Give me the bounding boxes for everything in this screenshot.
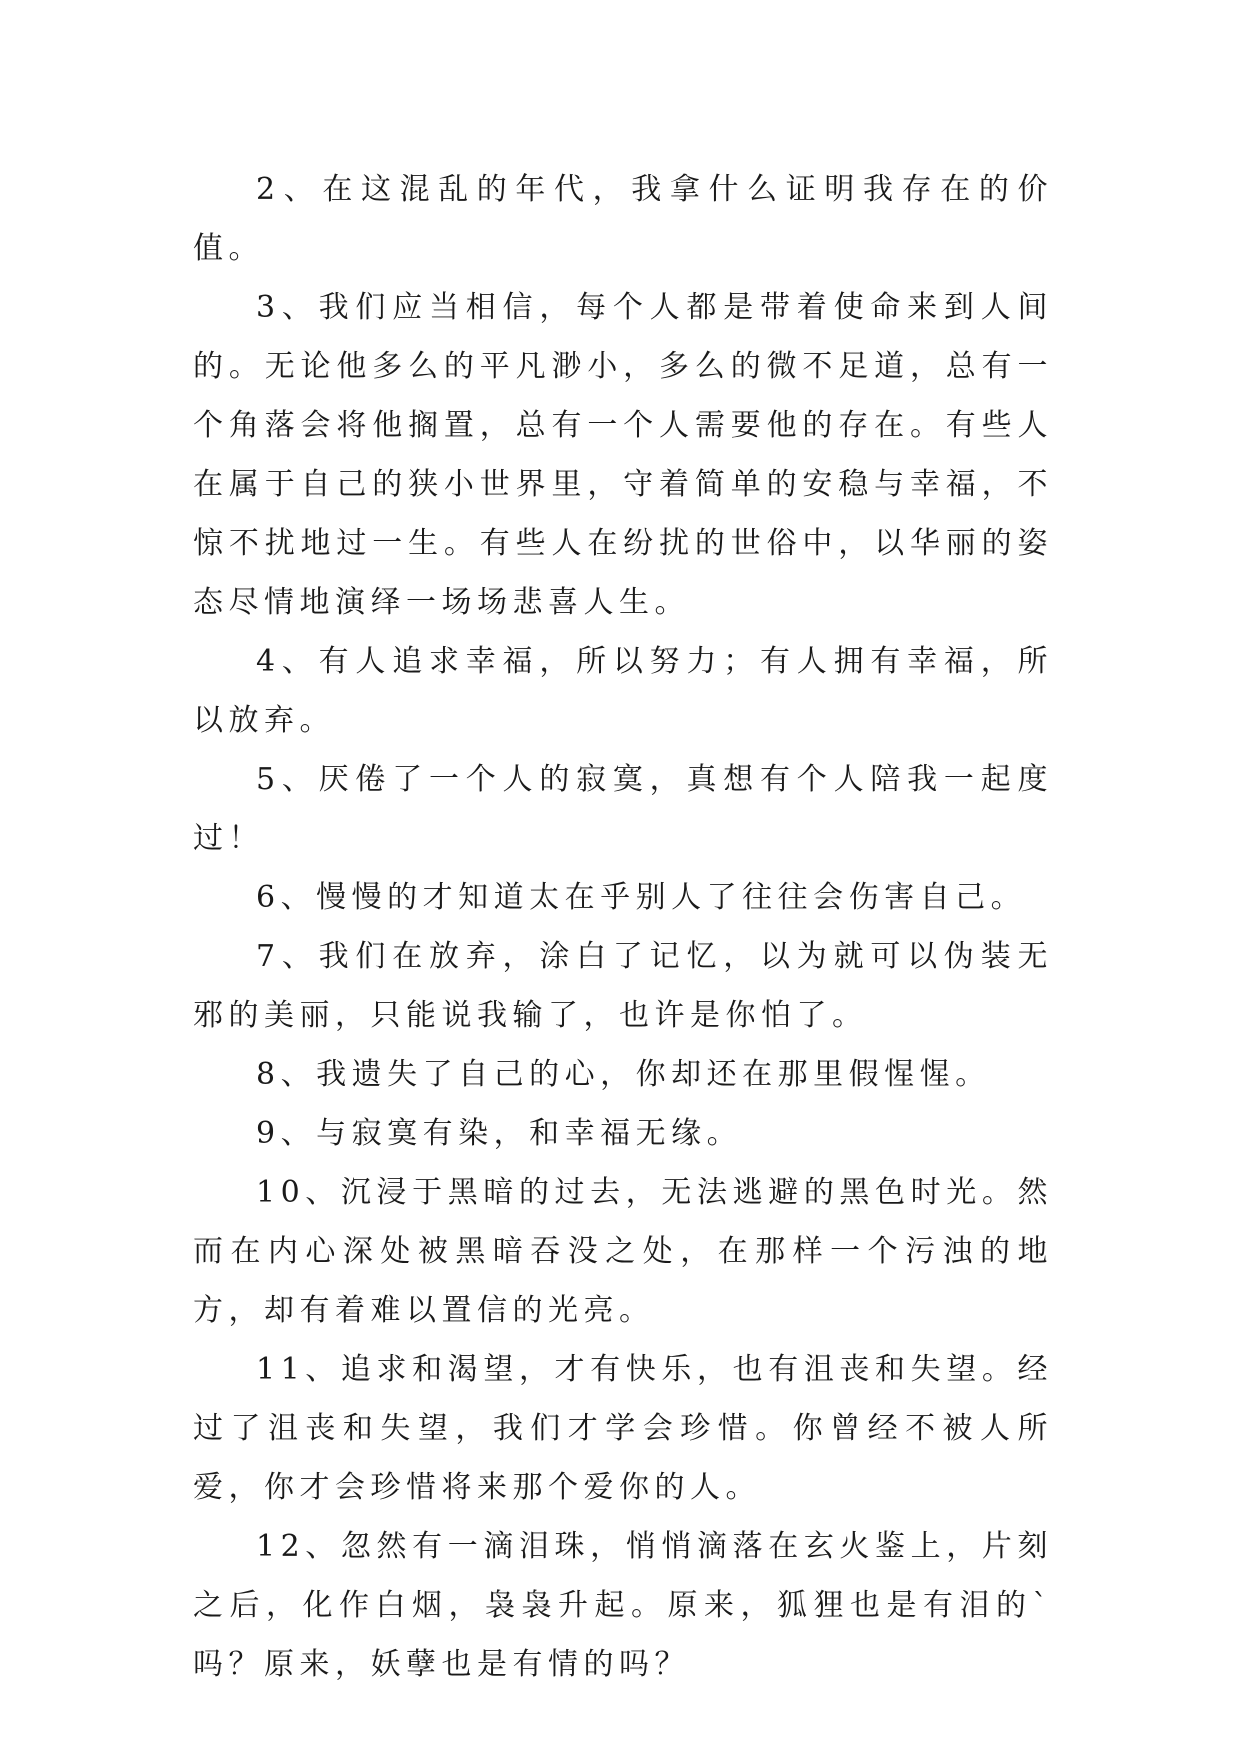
document-body bbox=[193, 160, 1053, 1694]
paragraph-10: 10、沉浸于黑暗的过去，无法逃避的黑色时光。然而在内心深处被黑暗吞没之处，在那样一个污浊的地方，却有着难以置信的光亮。 bbox=[193, 1175, 1053, 1328]
paragraph-11: 11、追求和渴望，才有快乐，也有沮丧和失望。经过了沮丧和失望，我们才学会珍惜。你曾经不被人所爱，你才会珍惜将来那个爱你的人。 bbox=[193, 1352, 1053, 1505]
paragraph-2: 2、在这混乱的年代，我拿什么证明我存在的价值。 bbox=[193, 172, 1053, 266]
paragraph-7: 7、我们在放弃，涂白了记忆，以为就可以伪装无邪的美丽，只能说我输了，也许是你怕了。 bbox=[193, 939, 1053, 1033]
paragraph-5: 5、厌倦了一个人的寂寞，真想有个人陪我一起度过！ bbox=[193, 762, 1053, 856]
paragraph-6: 6、慢慢的才知道太在乎别人了往往会伤害自己。 bbox=[256, 880, 1027, 915]
paragraph-4: 4、有人追求幸福，所以努力；有人拥有幸福，所以放弃。 bbox=[193, 644, 1053, 738]
paragraph-12: 12、忽然有一滴泪珠，悄悄滴落在玄火鉴上，片刻之后，化作白烟，袅袅升起。原来，狐狸也是有泪的`吗？原来，妖孽也是有情的吗？ bbox=[193, 1529, 1053, 1682]
paragraph-3: 3、我们应当相信，每个人都是带着使命来到人间的。无论他多么的平凡渺小，多么的微不足道，总有一个角落会将他搁置，总有一个人需要他的存在。有些人在属于自己的狭小世界里，守着简单的安稳与幸福，不惊不扰地过一生。有些人在纷扰的世俗中，以华丽的姿态尽情地演绎一场场悲喜人生。 bbox=[193, 290, 1053, 620]
paragraph-9: 9、与寂寞有染，和幸福无缘。 bbox=[256, 1116, 743, 1151]
paragraph-8: 8、我遗失了自己的心，你却还在那里假惺惺。 bbox=[256, 1057, 991, 1092]
